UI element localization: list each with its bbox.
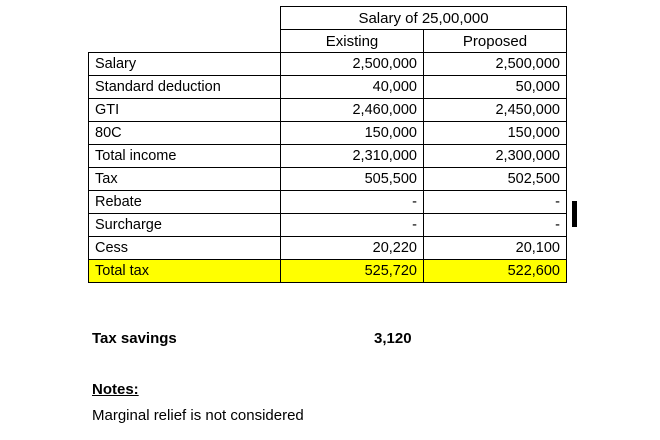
row-existing-value: 150,000 [281,122,424,145]
row-existing-value: 20,220 [281,237,424,260]
table-header-row-columns [89,30,567,53]
row-existing-value: - [281,214,424,237]
notes-heading: Notes: [92,381,139,398]
row-existing-value: 40,000 [281,76,424,99]
row-proposed-value: 20,100 [424,237,567,260]
row-proposed-value: 2,300,000 [424,145,567,168]
row-label: Salary [89,53,281,76]
row-existing-value: 505,500 [281,168,424,191]
row-label: Surcharge [89,214,281,237]
table-row [89,53,567,76]
column-header-proposed: Proposed [424,30,567,53]
table-body [89,53,567,283]
row-proposed-value: 50,000 [424,76,567,99]
table-header-row-title [89,7,567,30]
tax-savings-label: Tax savings [92,330,177,347]
row-proposed-value: 502,500 [424,168,567,191]
row-label: Standard deduction [89,76,281,99]
row-existing-value: 2,500,000 [281,53,424,76]
table-row-total-tax [89,260,567,283]
row-proposed-value: 2,500,000 [424,53,567,76]
row-label: Total income [89,145,281,168]
table-row [89,122,567,145]
row-proposed-value: - [424,191,567,214]
table-row [89,145,567,168]
table-row [89,76,567,99]
tax-savings-value: 3,120 [374,330,412,347]
row-label: Cess [89,237,281,260]
row-proposed-value: - [424,214,567,237]
table-row [89,191,567,214]
row-label: Rebate [89,191,281,214]
table-row [89,214,567,237]
row-label: Total tax [89,260,281,283]
table-row [89,99,567,122]
tax-comparison-table [88,6,567,283]
row-label: Tax [89,168,281,191]
table-edge-marker [572,201,577,227]
header-blank-cell-2 [89,30,281,53]
row-existing-value: - [281,191,424,214]
row-proposed-value: 2,450,000 [424,99,567,122]
row-label: GTI [89,99,281,122]
header-salary-title: Salary of 25,00,000 [281,7,567,30]
row-proposed-value: 522,600 [424,260,567,283]
header-blank-cell [89,7,281,30]
table-row [89,168,567,191]
notes-body-text: Marginal relief is not considered [92,407,304,424]
column-header-existing: Existing [281,30,424,53]
row-proposed-value: 150,000 [424,122,567,145]
row-existing-value: 2,310,000 [281,145,424,168]
table-row [89,237,567,260]
row-label: 80C [89,122,281,145]
row-existing-value: 2,460,000 [281,99,424,122]
row-existing-value: 525,720 [281,260,424,283]
